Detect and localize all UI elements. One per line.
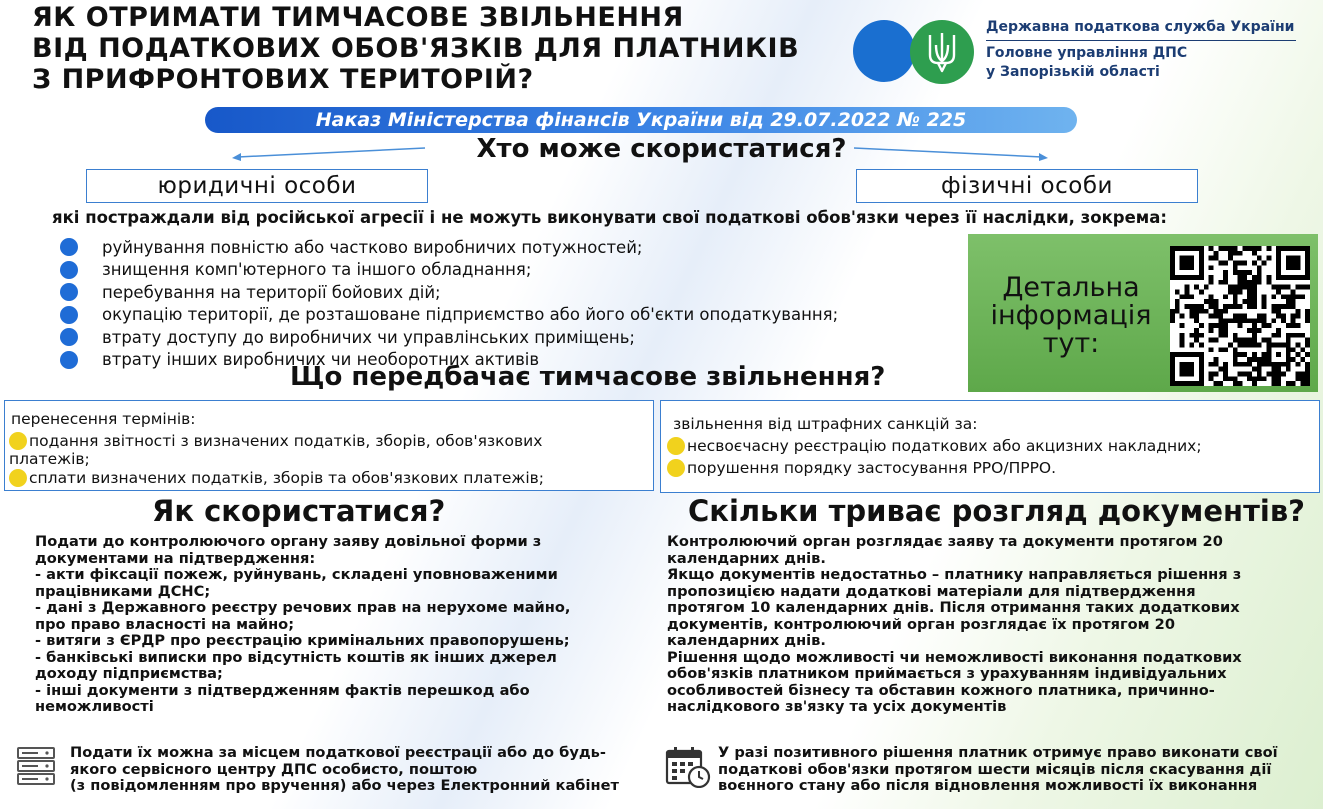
affected-text: які постраждали від російської агресії і не можуть виконувати свої податкові обов'язки через її наслідки, зокрема:: [52, 208, 1168, 227]
bullet-icon: [60, 283, 78, 301]
arrow-left-icon: [230, 145, 430, 165]
list-item: подання звітності з визначених податків, зборів, обов'язкових платежів;: [9, 432, 543, 468]
bullet-icon: [60, 328, 78, 346]
penalty-head: звільнення від штрафних санкцій за:: [673, 415, 978, 433]
list-item: втрату інших виробничих чи необоротних активів: [60, 349, 838, 372]
list-item: сплати визначених податків, зборів та обов'язкових платежів;: [9, 469, 544, 487]
provides-heading: Що передбачає тимчасове звільнення?: [290, 362, 886, 392]
detail-info-panel: [968, 234, 1318, 392]
list-item: знищення комп'ютерного та іншого обладнання;: [60, 259, 838, 282]
legal-entities-box: юридичні особи: [86, 169, 428, 203]
organization-block: [986, 18, 1296, 82]
deadline-postponement-box: [4, 400, 654, 491]
how-heading: Як скористатися?: [152, 494, 446, 528]
bullet-icon: [60, 306, 78, 324]
trident-icon: [910, 20, 974, 84]
title-line-3: З ПРИФРОНТОВИХ ТЕРИТОРІЙ?: [32, 64, 534, 95]
page-title: [32, 2, 852, 95]
affected-list: [60, 236, 838, 371]
bullet-icon: [60, 351, 78, 369]
who-heading: Хто може скористатися?: [476, 134, 847, 164]
bullet-icon: [667, 459, 685, 477]
qr-code-icon[interactable]: [1170, 246, 1310, 386]
list-item: порушення порядку застосування РРО/ПРРО.: [667, 459, 1056, 477]
how-text: Подати до контролюючого органу заяву довільної форми з документами на підтвердження: - акти фіксації пожеж, руйнувань, складені уповноваженими працівниками ДСНС; - дані з Державного реєстру речових прав на нерухоме майно, про право власності на майно; - витяги з ЄРДР про реєстрацію кримінальних правопорушень; - банківські виписки про відсутність коштів як інших джерел доходу підприємства; - інші документи з підтвердженням фактів перешкод або неможливості: [35, 533, 571, 715]
bullet-icon: [667, 437, 685, 455]
title-line-1: ЯК ОТРИМАТИ ТИМЧАСОВЕ ЗВІЛЬНЕННЯ: [32, 2, 684, 33]
bullet-icon: [9, 432, 27, 450]
list-item: перебування на території бойових дій;: [60, 281, 838, 304]
bullet-icon: [9, 469, 27, 487]
list-item: окупацію території, де розташоване підприємство або його об'єкти оподаткування;: [60, 304, 838, 327]
calendar-clock-icon: [665, 746, 711, 788]
penalty-exemption-box: [660, 400, 1320, 493]
server-stack-icon: [14, 746, 58, 786]
dps-logo-circle: [853, 20, 915, 82]
submit-text: Подати їх можна за місцем податкової реєстрації або до будь- якого сервісного центру ДПС особисто, поштою (з повідомленням про вручення) або через Електронний кабінет: [70, 744, 619, 794]
individuals-box: фізичні особи: [856, 169, 1198, 203]
duration-text: Контролюючий орган розглядає заяву та документи протягом 20 календарних днів. Якщо документів недостатньо – платнику направляється рішення з пропозицією надати додаткові матеріали для підтвердження протягом 10 календарних днів. Після отримання таких додаткових документів, контролюючий орган розглядає їх протягом 20 календарних днів. Рішення щодо можливості чи неможливості виконання податкових обов'язків платником приймається з урахуванням індивідуальних особливостей бізнесу та обставин кожного платника, причинно- наслідкового зв'язку та усіх документів: [667, 533, 1242, 715]
list-item: несвоєчасну реєстрацію податкових або акцизних накладних;: [667, 437, 1202, 455]
list-item: руйнування повністю або частково виробничих потужностей;: [60, 236, 838, 259]
org-dept-line-1: Головне управління ДПС: [986, 45, 1188, 61]
bullet-icon: [60, 261, 78, 279]
detail-info-text: Детальна інформація тут:: [990, 272, 1152, 359]
deadline-head: перенесення термінів:: [11, 410, 196, 428]
decree-banner: Наказ Міністерства фінансів України від 29.07.2022 № 225: [205, 107, 1077, 133]
list-item: втрату доступу до виробничих чи управлінських приміщень;: [60, 326, 838, 349]
title-line-2: ВІД ПОДАТКОВИХ ОБОВ'ЯЗКІВ ДЛЯ ПЛАТНИКІВ: [32, 33, 800, 64]
arrow-right-icon: [852, 145, 1052, 165]
result-text: У разі позитивного рішення платник отримує право виконати свої податкові обов'язки протягом шести місяців після скасування дії воєнного стану або після відновлення можливості їх виконання: [718, 744, 1278, 794]
org-name: Державна податкова служба України: [986, 19, 1295, 35]
org-dept-line-2: у Запорізькій області: [986, 64, 1160, 80]
bullet-icon: [60, 238, 78, 256]
org-divider: [986, 40, 1296, 41]
duration-heading: Скільки триває розгляд документів?: [688, 494, 1306, 528]
